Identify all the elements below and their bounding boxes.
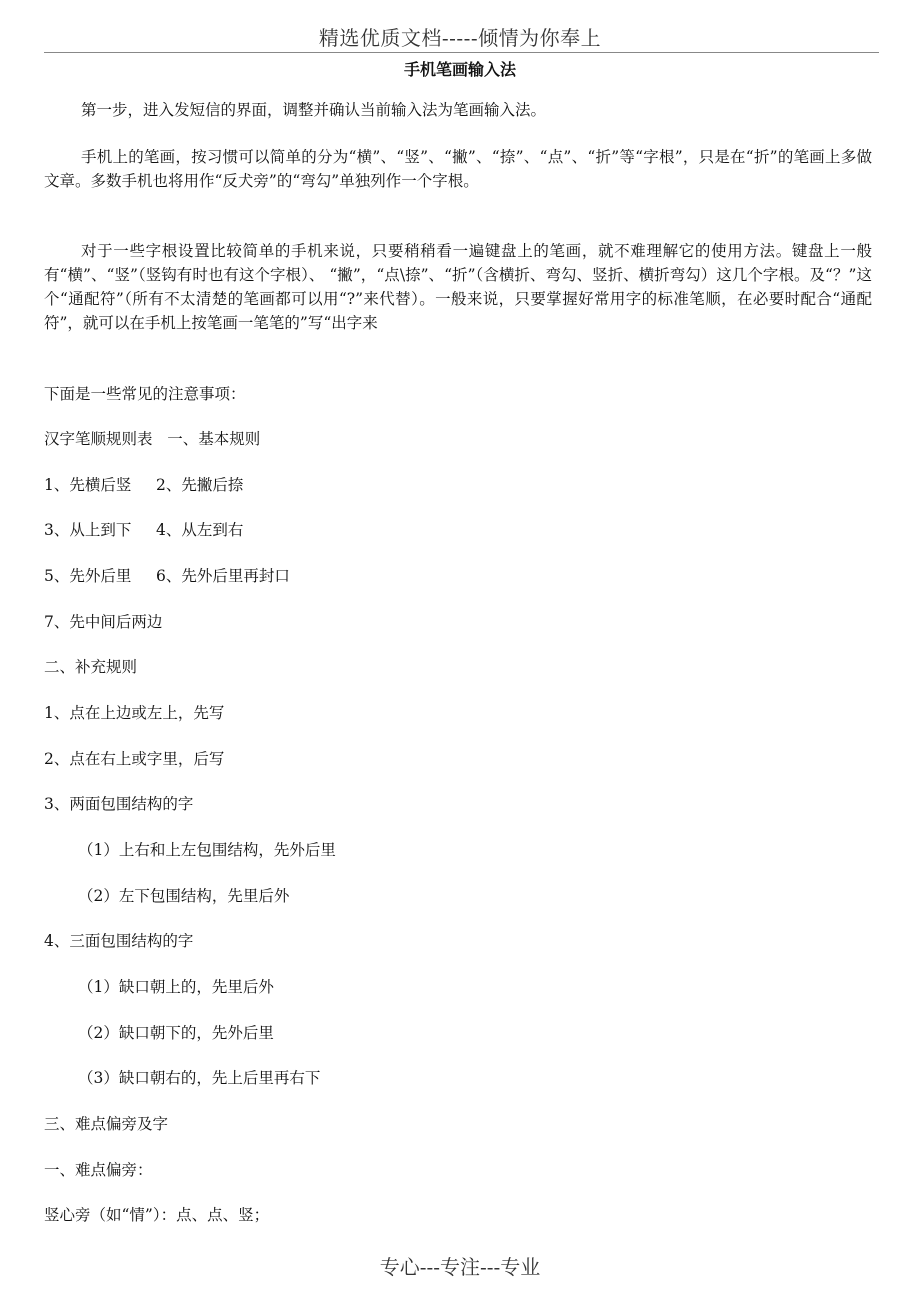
- section-heading-difficult: 三、难点偏旁及字: [44, 1115, 169, 1133]
- rule-line: 7、先中间后两边: [44, 613, 163, 631]
- sub-rule-line: （1）缺口朝上的，先里后外: [78, 978, 274, 996]
- rule-line: 3、两面包围结构的字: [44, 795, 194, 813]
- rule-line: 1、点在上边或左上，先写: [44, 704, 225, 722]
- sub-rule-line: （1）上右和上左包围结构，先外后里: [78, 841, 336, 859]
- paragraph-strokes: 手机上的笔画，按习惯可以简单的分为“横”、“竖”、“撇”、“捺”、“点”、“折”等“字根”，只是在“折”的笔画上多做文章。多数手机也将用作“反犬旁”的“弯勾”单独列作一个字根。: [44, 148, 872, 190]
- page-header: 精选优质文档-----倾情为你奉上: [318, 26, 602, 50]
- notes-intro: 下面是一些常见的注意事项：: [44, 385, 246, 403]
- rule-line: 2、点在右上或字里，后写: [44, 750, 225, 768]
- radical-line: 竖心旁（如“情”）：点、点、竖；: [44, 1206, 270, 1224]
- sub-rule-line: （3）缺口朝右的，先上后里再右下: [78, 1069, 321, 1087]
- section-heading-supplementary: 二、补充规则: [44, 658, 138, 676]
- sub-rule-line: （2）左下包围结构，先里后外: [78, 887, 290, 905]
- page-footer: 专心---专注---专业: [379, 1255, 541, 1279]
- section-heading-basic-rules: 汉字笔顺规则表 一、基本规则: [44, 430, 261, 448]
- rule-line: 5、先外后里 6、先外后里再封口: [44, 567, 290, 585]
- header-divider: [44, 52, 879, 53]
- rule-line: 3、从上到下 4、从左到右: [44, 521, 244, 539]
- paragraph-keyboard: 对于一些字根设置比较简单的手机来说，只要稍稍看一遍键盘上的笔画，就不难理解它的使用方法。键盘上一般有“横”、“竖”（竖钩有时也有这个字根）、 “撇”，“点\捺”、“折”（含横折、弯勾、竖折、横折弯勾）这几个字根。及“？”这个“通配符”（所有不太清楚的笔画都可以用“?”来代替）。一般来说，只要掌握好常用字的标准笔顺，在必要时配合“通配符”，就可以在手机上按笔画一笔笔的”写“出字来: [44, 242, 872, 332]
- document-title: 手机笔画输入法: [403, 60, 516, 79]
- rule-line: 4、三面包围结构的字: [44, 932, 194, 950]
- rule-line: 1、先横后竖 2、先撇后捺: [44, 476, 244, 494]
- subsection-heading-radicals: 一、难点偏旁：: [44, 1161, 153, 1179]
- paragraph-step-one: 第一步，进入发短信的界面，调整并确认当前输入法为笔画输入法。: [81, 101, 547, 119]
- sub-rule-line: （2）缺口朝下的，先外后里: [78, 1024, 274, 1042]
